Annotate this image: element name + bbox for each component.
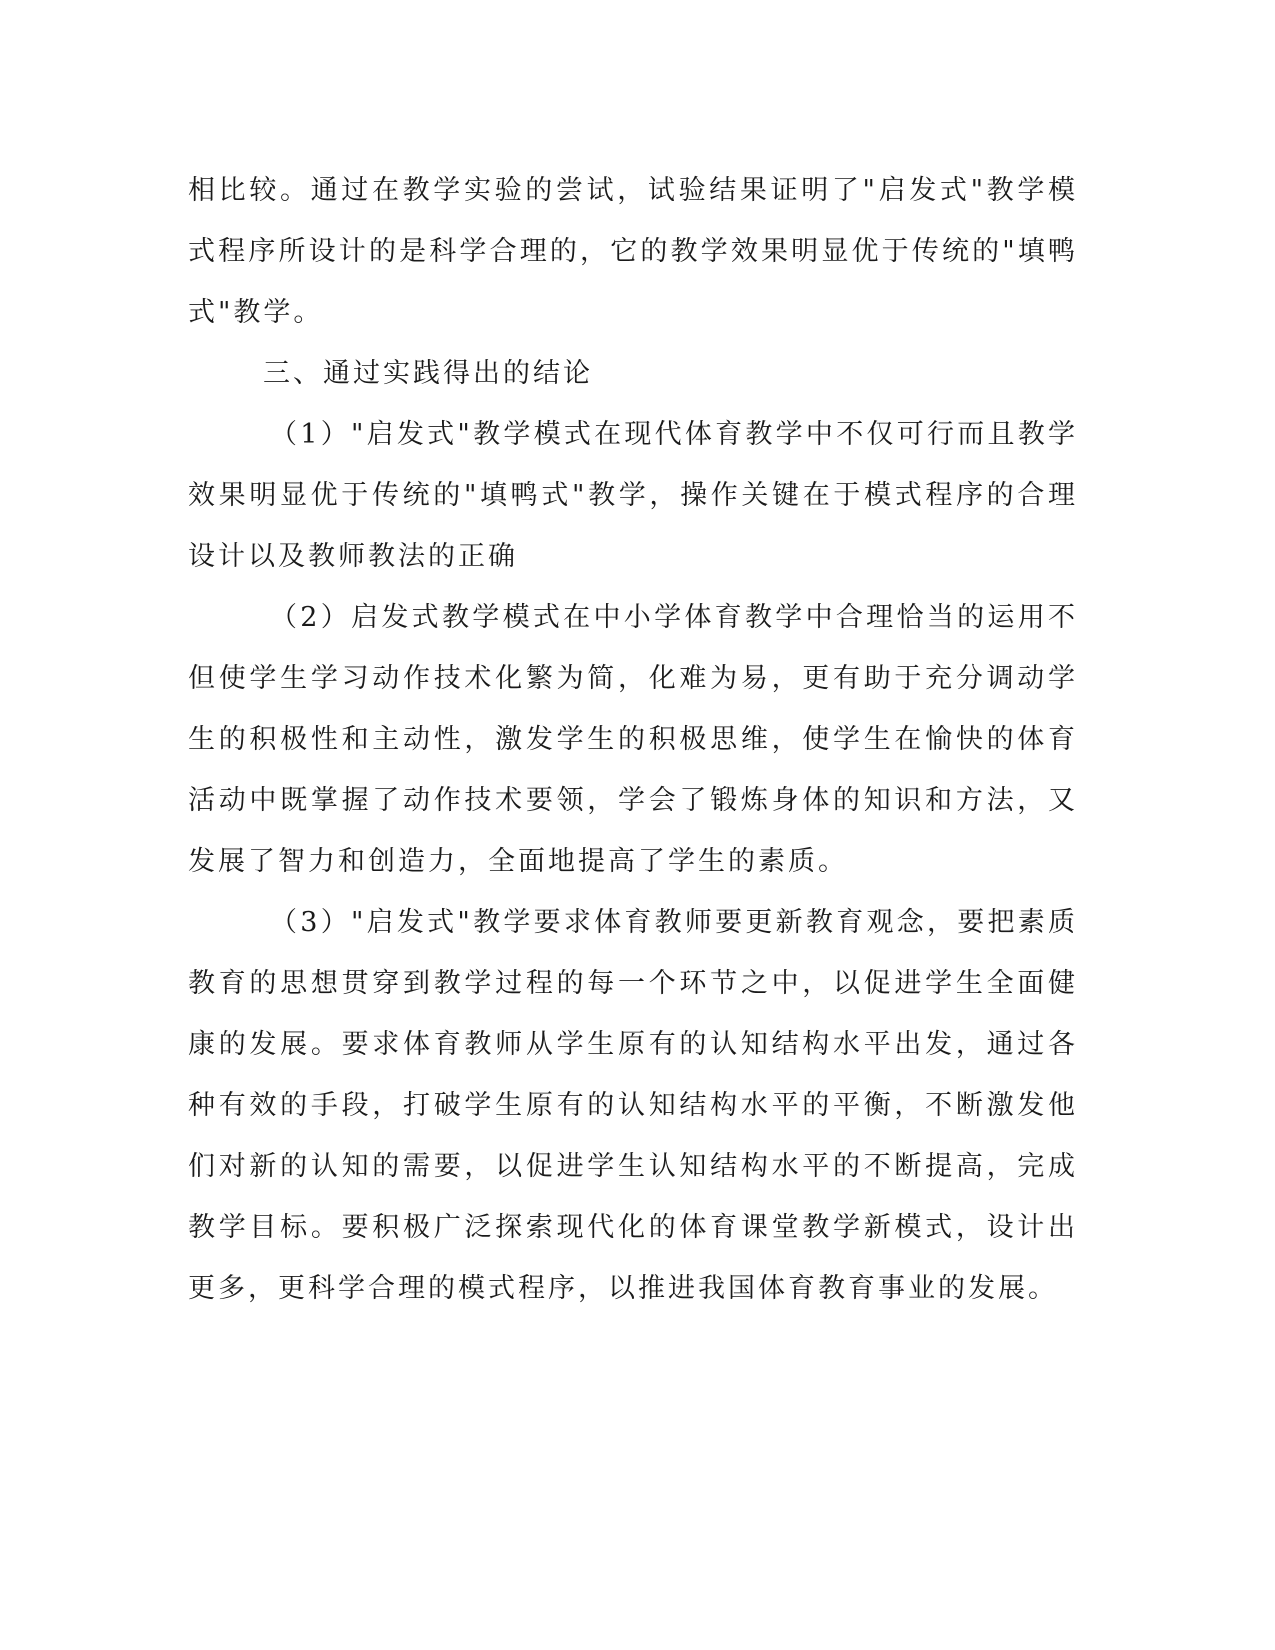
document-body xyxy=(188,160,1078,1319)
section-heading: 三、通过实践得出的结论 xyxy=(263,358,593,389)
paragraph-continued: 相比较。通过在教学实验的尝试，试验结果证明了"启发式"教学模式程序所设计的是科学合理的，它的教学效果明显优于传统的"填鸭式"教学。 xyxy=(188,175,1078,328)
conclusion-item-2: （2）启发式教学模式在中小学体育教学中合理恰当的运用不但使学生学习动作技术化繁为简，化难为易，更有助于充分调动学生的积极性和主动性，激发学生的积极思维，使学生在愉快的体育活动中既掌握了动作技术要领，学会了锻炼身体的知识和方法，又发展了智力和创造力，全面地提高了学生的素质。 xyxy=(188,602,1078,877)
conclusion-item-3: （3）"启发式"教学要求体育教师要更新教育观念，要把素质教育的思想贯穿到教学过程的每一个环节之中，以促进学生全面健康的发展。要求体育教师从学生原有的认知结构水平出发，通过各种有效的手段，打破学生原有的认知结构水平的平衡，不断激发他们对新的认知的需要，以促进学生认知结构水平的不断提高，完成教学目标。要积极广泛探索现代化的体育课堂教学新模式，设计出更多，更科学合理的模式程序，以推进我国体育教育事业的发展。 xyxy=(188,907,1078,1304)
conclusion-item-1: （1）"启发式"教学模式在现代体育教学中不仅可行而且教学效果明显优于传统的"填鸭式"教学，操作关键在于模式程序的合理设计以及教师教法的正确 xyxy=(188,419,1078,572)
